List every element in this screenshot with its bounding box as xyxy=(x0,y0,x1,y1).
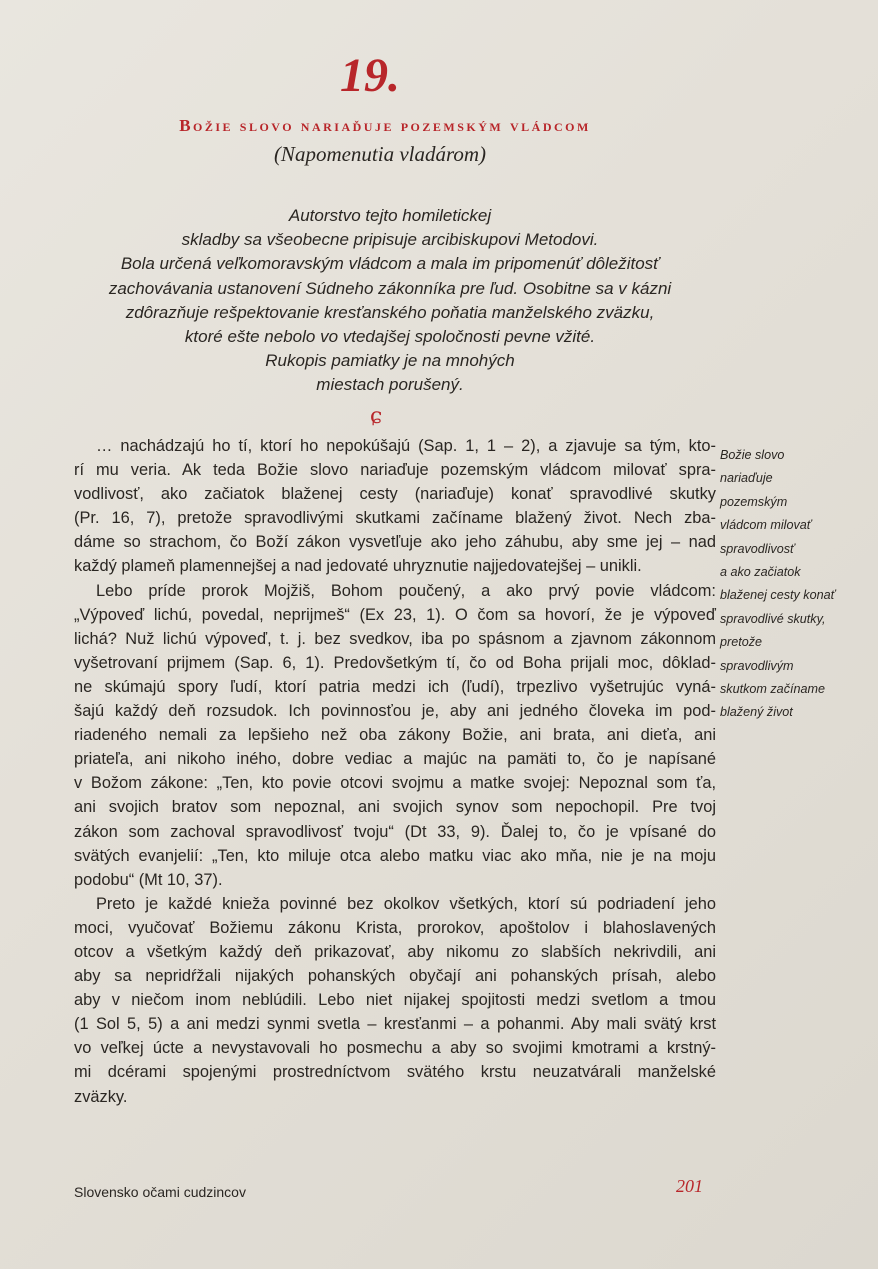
margin-note-line: vládcom milovať xyxy=(720,518,812,533)
intro-line: ktoré ešte nebolo vo vtedajšej spoločnosti pevne vžité. xyxy=(184,327,596,347)
text-line: … nachádzajú ho tí, ktorí ho nepokúšajú (Sap. 1, 1 – 2), a zjavuje sa tým, kto- xyxy=(96,437,716,455)
text-line: riadeného nemali za lepšieho než oba zákony Božie, ani brata, ani dieťa, ani xyxy=(74,726,716,745)
text-line: lichá? Nuž lichú výpoveď, t. j. bez svedkov, iba po spásnom a zjavnom zákonnom xyxy=(74,629,716,648)
chapter-title: Božie slovo nariaďuje pozemským vládcom xyxy=(179,116,591,135)
intro-line: miestach porušený. xyxy=(316,375,464,395)
intro-line: zdôrazňuje rešpektovanie kresťanského poňatia manželského zväzku, xyxy=(125,302,655,322)
text-line: Lebo príde prorok Mojžiš, Bohom poučený, a ako prvý povie vládcom: xyxy=(96,581,716,600)
margin-note xyxy=(720,444,870,725)
text-line: vo veľkej úcte a nevystavovali ho posmechu a aby so svojimi kmotrami a krstný- xyxy=(74,1039,716,1058)
text-line: zákon som zachoval spravodlivosť tvoju“ (Dt 33, 9). Ďalej to, čo je vpísané do xyxy=(74,822,716,841)
text-line: otcov a všetkým každý deň prikazovať, aby nikomu zo slabších nekrivdili, ani xyxy=(74,942,716,961)
text-line: v Božom zákone: „Ten, kto povie otcovi svojmu a matke svojej: Nepoznal som ťa, xyxy=(74,774,716,793)
text-line: aby sa nepridŕžali nijakých pohanských obyčají ani pohanských prísah, alebo xyxy=(74,967,716,986)
intro-line: Bola určená veľkomoravským vládcom a mala im pripomenúť dôležitosť xyxy=(120,254,660,274)
intro-abstract xyxy=(80,204,700,398)
margin-note-line: spravodlivosť xyxy=(720,541,795,556)
text-line: svätých evanjelií: „Ten, kto miluje otca alebo matku viac ako mňa, nie je na moju xyxy=(74,846,716,865)
margin-note-line: blažený život xyxy=(720,705,793,720)
margin-note-line: Božie slovo xyxy=(720,448,785,462)
paragraph-2 xyxy=(74,579,716,892)
text-line: aby v niečom inom neblúdili. Lebo niet nijakej spojitosti medzi svetlom a tmou xyxy=(74,991,716,1010)
ornament-icon: ɕ xyxy=(370,404,383,429)
intro-line: zachovávania ustanovení Súdneho zákonníka pre ľud. Osobitne sa v kázni xyxy=(108,278,672,298)
text-line: priateľa, ani nikoho iného, dobre vediac a majúc na pamäti to, čo je napísané xyxy=(74,750,716,769)
text-line: zväzky. xyxy=(74,1087,128,1106)
text-line: (Pr. 16, 7), pretože spravodlivými skutkami začíname blažený život. Nech zba- xyxy=(74,509,716,528)
text-line: rí mu veria. Ak teda Božie slovo nariaďuje pozemským vládcom milovať spra- xyxy=(74,461,716,480)
text-line: každý plameň plamennejšej a nad jedovaté uhryznutie najjedovatejšej – unikli. xyxy=(74,557,642,576)
body-text xyxy=(74,434,716,1109)
margin-note-line: pozemským xyxy=(720,494,788,509)
intro-line: skladby sa všeobecne pripisuje arcibiskupovi Metodovi. xyxy=(181,230,599,250)
text-line: „Výpoveď lichú, povedal, neprijmeš“ (Ex 23, 1). O čom sa hovorí, že je výpoveď xyxy=(74,605,716,624)
text-line: ani svojich bratov som nepoznal, ani svojich synov som nepochopil. Pre tvoj xyxy=(74,798,716,817)
text-line: vodlivosť, ako začiatok blaženej cesty (nariaďuje) konať spravodlivé skutky xyxy=(74,485,716,504)
text-line: šajú každý deň rozsudok. Ich povinnosťou je, aby ani jedného človeka im pod- xyxy=(74,702,716,721)
margin-note-line: blaženej cesty konať xyxy=(720,588,836,603)
margin-note-line: skutkom začíname xyxy=(720,682,825,697)
text-line: Preto je každé knieža povinné bez okolkov všetkých, ktorí sú podriadení jeho xyxy=(96,894,716,913)
page-number: 201 xyxy=(676,1176,703,1196)
intro-line: Autorstvo tejto homiletickej xyxy=(288,206,492,225)
chapter-subtitle: (Napomenutia vladárom) xyxy=(273,142,487,166)
margin-note-line: spravodlivé skutky, xyxy=(720,611,826,626)
text-line: (1 Sol 5, 5) a ani medzi synmi svetla – kresťanmi – a pohanmi. Aby mali svätý krst xyxy=(74,1015,716,1034)
paragraph-1 xyxy=(74,434,716,579)
running-footer-title: Slovensko očami cudzincov xyxy=(74,1184,246,1200)
chapter-number: 19. xyxy=(340,49,400,102)
text-line: moci, vyučovať Božiemu zákonu Krista, prorokov, apoštolov i blahoslavených xyxy=(74,918,716,937)
margin-note-line: a ako začiatok xyxy=(720,565,801,580)
paragraph-3 xyxy=(74,892,716,1109)
margin-note-line: spravodlivým xyxy=(720,658,794,673)
margin-note-line: pretože xyxy=(720,635,763,650)
text-line: vyšetrovaní prijmem (Sap. 6, 1). Predovšetkým tí, čo od Boha prijali moc, dôklad- xyxy=(74,653,716,672)
intro-line: Rukopis pamiatky je na mnohých xyxy=(265,351,515,371)
text-line: podobu“ (Mt 10, 37). xyxy=(74,870,223,889)
margin-note-line: nariaďuje xyxy=(720,471,773,486)
text-line: mi dcérami spojenými prostredníctvom svätého krstu neuzatvárali manželské xyxy=(74,1063,716,1082)
text-line: ne skúmajú spory ľudí, ktorí patria medzi ich (ľudí), trpezlivo vyšetrujúc vyná- xyxy=(74,677,716,696)
text-line: dáme so strachom, čo Boží zákon vysvetľuje ako jeho záhubu, aby sme jej – nad xyxy=(74,533,716,552)
